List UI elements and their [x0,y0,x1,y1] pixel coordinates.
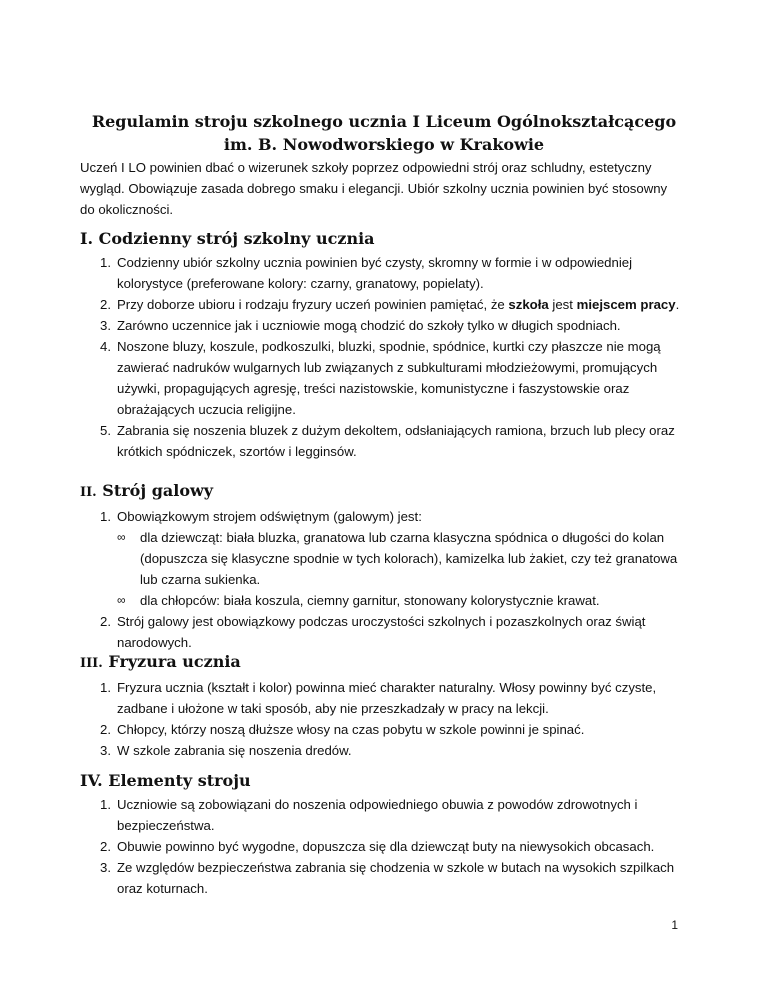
item-text: Zarówno uczennice jak i uczniowie mogą chodzić do szkoły tylko w długich spodniach. [117,318,621,333]
section-list [80,677,690,761]
item-number: 2. [100,297,111,312]
page-number: 1 [671,918,678,932]
sub-list-item [117,527,690,590]
item-text: Chłopcy, którzy noszą dłuższe włosy na czas pobytu w szkole powinni je spinać. [117,722,585,737]
item-text: Obuwie powinno być wygodne, dopuszcza się dla dziewcząt buty na niewysokich obcasach. [117,839,655,854]
item-text: Uczniowie są zobowiązani do noszenia odpowiedniego obuwia z powodów zdrowotnych i bezpieczeństwa. [117,797,638,833]
section-heading [80,480,690,504]
item-number: 3. [100,860,111,875]
list-item [80,315,690,336]
list-item [80,506,690,611]
item-number: 1. [100,680,111,695]
item-number: 5. [100,423,111,438]
section-title: Fryzura ucznia [108,652,241,671]
section-1 [80,228,690,462]
item-text: Codzienny ubiór szkolny ucznia powinien być czysty, skromny w formie i w odpowiedniej kolorystyce (preferowane kolory: czarny, granatowy, popielaty). [117,255,633,291]
infinity-bullet-icon: ∞ [117,530,126,544]
item-number: 2. [100,614,111,629]
section-list [80,252,690,462]
section-title: Strój galowy [102,481,214,500]
sub-list-item [117,590,690,611]
section-heading [80,651,690,675]
item-text: Ze względów bezpieczeństwa zabrania się chodzenia w szkole w butach na wysokich szpilkach oraz koturnach. [117,860,675,896]
intro-paragraph: Uczeń I LO powinien dbać o wizerunek szkoły poprzez odpowiedni strój oraz schludny, estetyczny wygląd. Obowiązuje zasada dobrego smaku i elegancji. Ubiór szkolny ucznia powinien być stosowny do okoliczności. [80,160,668,217]
bold-school: szkoła [508,297,549,312]
list-item [80,836,690,857]
list-item [80,740,690,761]
list-item [80,252,690,294]
section-number: II. [80,485,97,500]
section-3 [80,651,690,761]
list-item [80,420,690,462]
list-item [80,677,690,719]
item-number: 3. [100,318,111,333]
list-item [80,611,690,653]
list-item [80,294,690,315]
list-item [80,794,690,836]
section-title: Elementy stroju [108,771,251,790]
item-text-part: Przy doborze ubioru i rodzaju fryzury uczeń powinien pamiętać, że [117,297,509,312]
section-number: I. [80,229,94,248]
section-title: Codzienny strój szkolny ucznia [98,229,375,248]
item-text: Fryzura ucznia (kształt i kolor) powinna mieć charakter naturalny. Włosy powinny być czyste, zadbane i ułożone w taki sposób, aby nie przeszkadzały w pracy na lekcji. [117,680,657,716]
item-number: 3. [100,743,111,758]
item-text-part: jest [548,297,577,312]
sub-item-text: dla dziewcząt: biała bluzka, granatowa lub czarna klasyczna spódnica o długości do kolan (dopuszcza się klasyczne spodnie w tych kolorach), kamizelka lub żakiet, czy też granatowa lub czarna sukienka. [140,530,678,587]
list-item [80,857,690,899]
section-number: III. [80,656,103,671]
item-text [117,297,679,312]
item-number: 1. [100,255,111,270]
item-text: W szkole zabrania się noszenia dredów. [117,743,352,758]
sub-item-text: dla chłopców: biała koszula, ciemny garnitur, stonowany kolorystycznie krawat. [140,593,600,608]
item-text: Strój galowy jest obowiązkowy podczas uroczystości szkolnych i pozaszkolnych oraz świąt narodowych. [117,614,646,650]
section-2 [80,480,690,653]
list-item [80,719,690,740]
title-line-2: im. B. Nowodworskiego w Krakowie [223,135,545,154]
document-title [80,110,688,156]
bold-workplace: miejscem pracy [576,297,676,312]
section-list [80,506,690,653]
section-4 [80,770,690,899]
sub-list [117,527,690,611]
item-number: 1. [100,509,111,524]
item-number: 1. [100,797,111,812]
item-text: Noszone bluzy, koszule, podkoszulki, bluzki, spodnie, spódnice, kurtki czy płaszcze nie mogą zawierać nadruków wulgarnych lub związanych z subkulturami młodzieżowymi, promujących używki, propagujących agresję, treści nazistowskie, komunistyczne i faszystowskie oraz obrażających uczucia religijne. [117,339,661,417]
title-line-1: Regulamin stroju szkolnego ucznia I Liceum Ogólnokształcącego [91,112,677,131]
item-text-part: . [675,297,680,312]
section-number: IV. [80,771,103,790]
section-list [80,794,690,899]
section-heading [80,228,690,250]
item-text: Obowiązkowym strojem odświętnym (galowym) jest: [117,509,422,524]
item-number: 2. [100,839,111,854]
section-heading [80,770,690,792]
item-number: 2. [100,722,111,737]
infinity-bullet-icon: ∞ [117,593,126,607]
item-text: Zabrania się noszenia bluzek z dużym dekoltem, odsłaniających ramiona, brzuch lub plecy oraz krótkich spódniczek, szortów i legginsów. [117,423,675,459]
list-item [80,336,690,420]
item-number: 4. [100,339,111,354]
